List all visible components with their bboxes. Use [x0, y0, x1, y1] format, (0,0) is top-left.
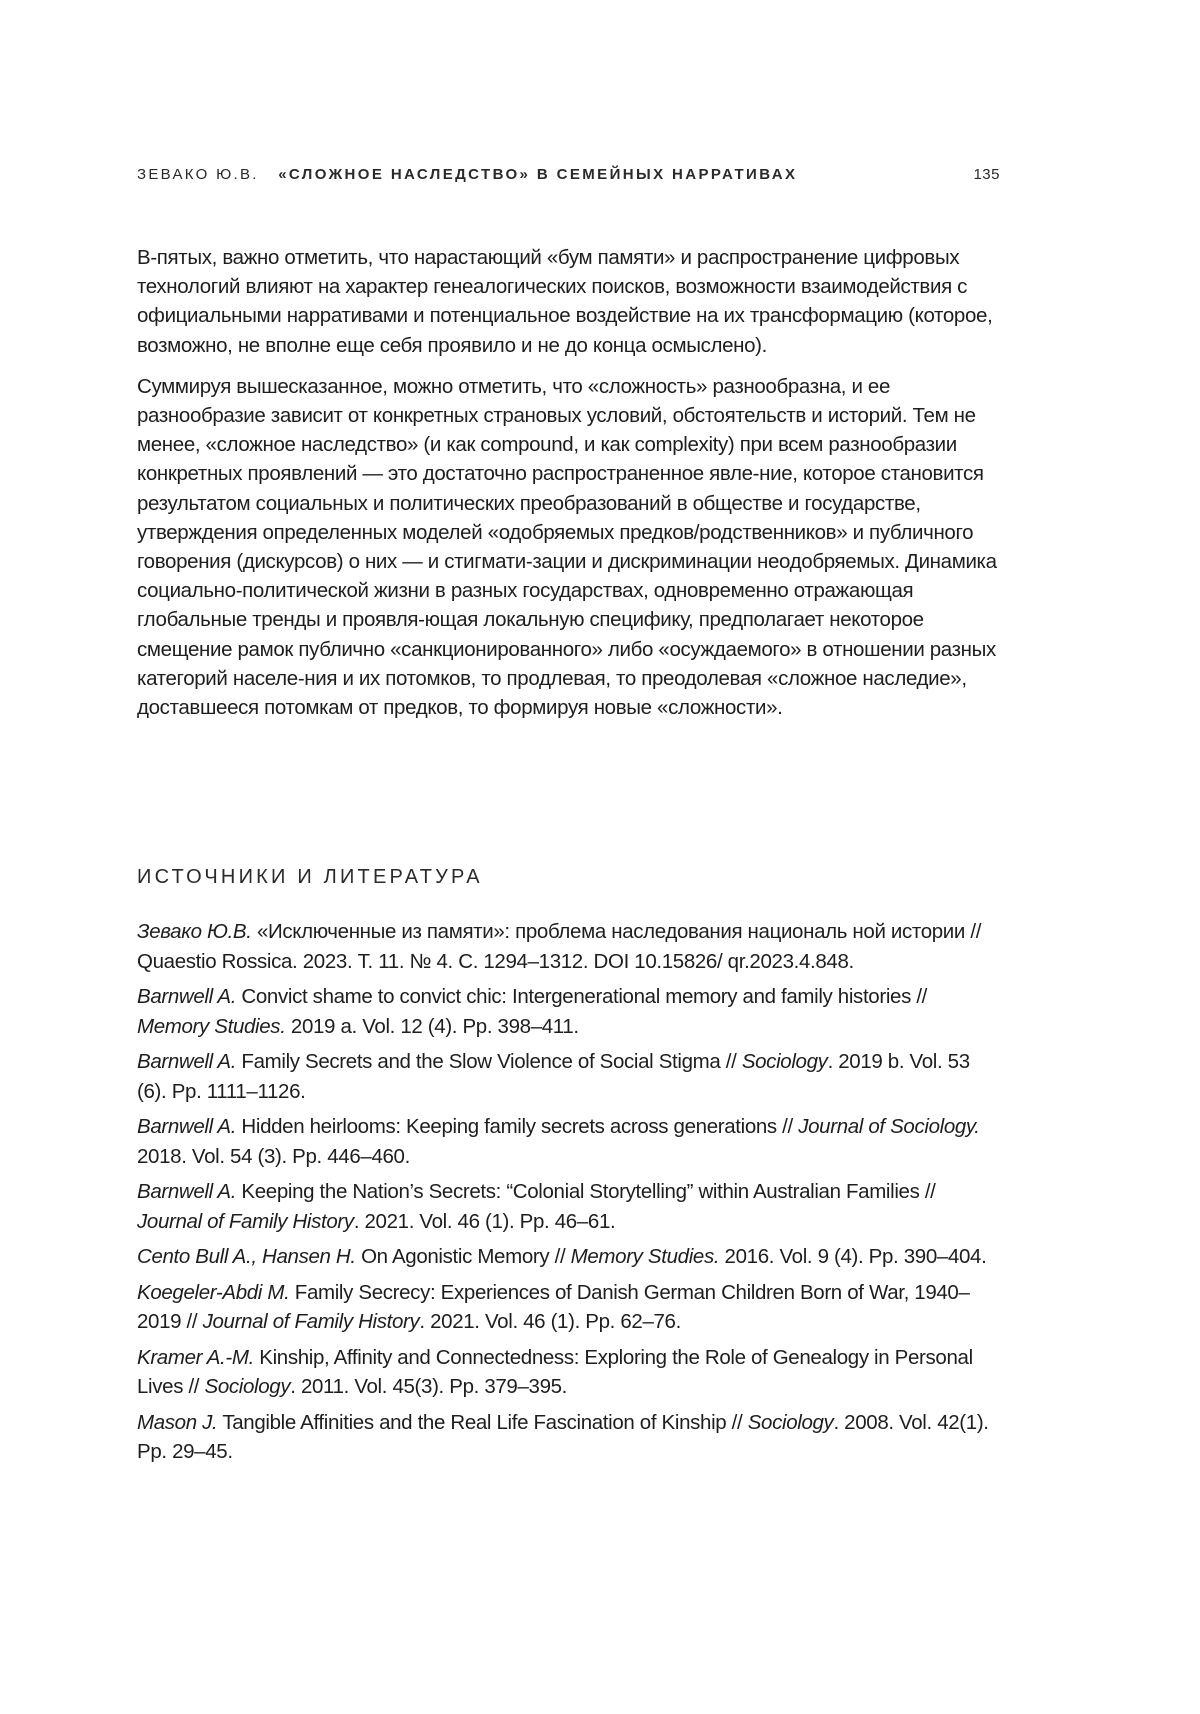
reference-text: Hidden heirlooms: Keeping family secrets across generations //	[236, 1115, 798, 1138]
reference-item	[137, 1278, 999, 1337]
reference-journal: Memory Studies.	[137, 1015, 286, 1038]
reference-author: Barnwell A.	[137, 1050, 236, 1073]
reference-journal: Journal of Sociology.	[798, 1115, 979, 1138]
reference-author: Зевако Ю.В.	[137, 920, 252, 943]
reference-item	[137, 1242, 999, 1272]
reference-text: Tangible Affinities and the Real Life Fascination of Kinship //	[217, 1411, 747, 1434]
reference-journal: Journal of Family History	[203, 1310, 420, 1333]
reference-details: . 2011. Vol. 45(3). Pp. 379–395.	[290, 1375, 567, 1398]
reference-author: Barnwell A.	[137, 1180, 236, 1203]
reference-author: Koegeler-Abdi M.	[137, 1281, 289, 1304]
reference-item	[137, 1177, 999, 1236]
reference-text: «Исключенные из памяти»: проблема наследования националь ной истории //	[252, 920, 981, 943]
reference-details: . 2019 b. Vol. 53 (6). Pp. 1111–1126.	[137, 1050, 970, 1103]
reference-journal: Memory Studies.	[571, 1245, 720, 1268]
reference-item	[137, 1408, 999, 1467]
reference-text: Keeping the Nation’s Secrets: “Colonial Storytelling” within Australian Families //	[236, 1180, 935, 1203]
document-page	[0, 0, 1200, 1714]
reference-details: 2019 a. Vol. 12 (4). Pp. 398–411.	[286, 1015, 579, 1038]
running-header	[137, 166, 997, 183]
header-title: «СЛОЖНОЕ НАСЛЕДСТВО» В СЕМЕЙНЫХ НАРРАТИВАХ	[278, 166, 797, 183]
references-heading: ИСТОЧНИКИ И ЛИТЕРАТУРА	[137, 866, 483, 889]
reference-details: . 2008. Vol. 42(1). Pp. 29–45.	[137, 1411, 989, 1464]
header-author: ЗЕВАКО Ю.В.	[137, 166, 259, 183]
reference-details: Quaestio Rossica. 2023. Т. 11. № 4. С. 1294–1312. DOI 10.15826/ qr.2023.4.848.	[137, 950, 854, 973]
reference-author: Cento Bull A., Hansen H.	[137, 1245, 356, 1268]
reference-item	[137, 1112, 999, 1171]
reference-author: Mason J.	[137, 1411, 217, 1434]
paragraph: Суммируя вышесказанное, можно отметить, что «сложность» разнообразна, и ее разнообразие зависит от конкретных страновых условий, обстоятельств и историй. Тем не менее, «сложное наследство» (и как compound, и как complexity) при всем разнообразии конкретных проявлений — это достаточно распространенное явле-ние, которое становится результатом социальных и политических преобразований в обществе и государстве, утверждения определенных моделей «одобряемых предков/родственников» и публичного говорения (дискурсов) о них — и стигмати-зации и дискриминации неодобряемых. Динамика социально-политической жизни в разных государствах, одновременно отражающая глобальные тренды и проявля-ющая локальную специфику, предполагает некоторое смещение рамок публично «санкционированного» либо «осуждаемого» в отношении разных категорий населе-ния и их потомков, то продлевая, то преодолевая «сложное наследие», доставшееся потомкам от предков, то формируя новые «сложности».	[137, 372, 999, 722]
reference-author: Kramer A.-M.	[137, 1346, 254, 1369]
reference-item	[137, 982, 999, 1041]
paragraph: В-пятых, важно отметить, что нарастающий «бум памяти» и распространение цифровых технологий влияют на характер генеалогических поисков, возможности взаимодействия с официальными нарративами и потенциальное воздействие на их трансформацию (которое, возможно, не вполне еще себя проявило и не до конца осмыслено).	[137, 243, 999, 360]
page-number: 135	[973, 166, 1000, 183]
reference-journal: Journal of Family History	[137, 1210, 354, 1233]
body-text	[137, 243, 999, 734]
reference-details: . 2021. Vol. 46 (1). Pp. 46–61.	[354, 1210, 616, 1233]
reference-journal: Sociology	[742, 1050, 828, 1073]
reference-item	[137, 1343, 999, 1402]
reference-text: Kinship, Affinity and Connectedness: Exploring the Role of Genealogy in Personal Lives //	[137, 1346, 973, 1399]
reference-item	[137, 917, 999, 976]
reference-author: Barnwell A.	[137, 1115, 236, 1138]
reference-details: 2018. Vol. 54 (3). Pp. 446–460.	[137, 1145, 410, 1168]
reference-text: Family Secrecy: Experiences of Danish German Children Born of War, 1940–2019 //	[137, 1281, 970, 1334]
reference-journal: Sociology	[748, 1411, 834, 1434]
reference-text: On Agonistic Memory //	[356, 1245, 571, 1268]
reference-author: Barnwell A.	[137, 985, 236, 1008]
reference-text: Convict shame to convict chic: Intergenerational memory and family histories //	[236, 985, 927, 1008]
reference-details: 2016. Vol. 9 (4). Pp. 390–404.	[719, 1245, 986, 1268]
reference-journal: Sociology	[205, 1375, 291, 1398]
reference-text: Family Secrets and the Slow Violence of Social Stigma //	[236, 1050, 742, 1073]
reference-item	[137, 1047, 999, 1106]
references-list	[137, 917, 999, 1473]
reference-details: . 2021. Vol. 46 (1). Pp. 62–76.	[419, 1310, 681, 1333]
